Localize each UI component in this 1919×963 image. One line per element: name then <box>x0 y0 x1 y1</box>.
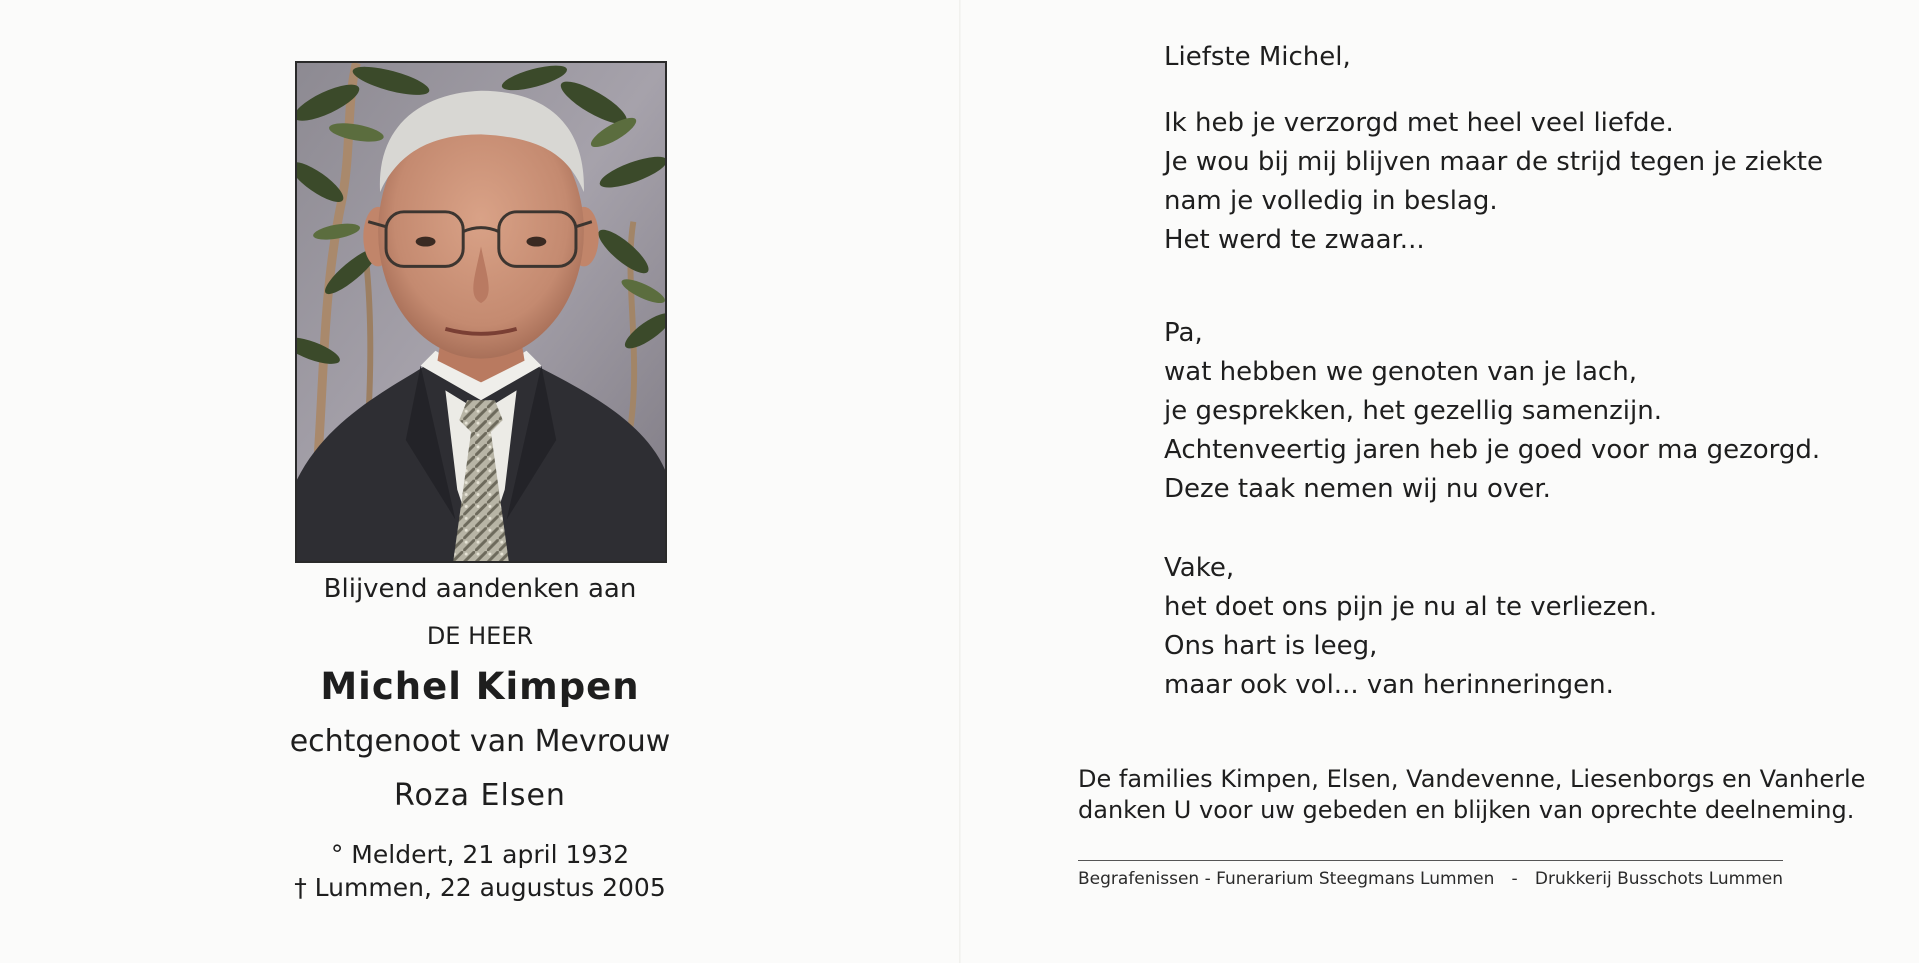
poem-stanza-3 <box>1164 549 1657 705</box>
birth-date: ° Meldert, 21 april 1932 <box>330 840 630 869</box>
portrait-photo <box>295 61 667 563</box>
thanks-line: De families Kimpen, Elsen, Vandevenne, Liesenborgs en Vanherle <box>1078 765 1866 793</box>
poem-line: Achtenveertig jaren heb je goed voor ma gezorgd. <box>1164 435 1821 465</box>
thanks-line: danken U voor uw gebeden en blijken van oprechte deelneming. <box>1078 796 1855 824</box>
death-date: † Lummen, 22 augustus 2005 <box>294 873 666 902</box>
spouse-line: echtgenoot van Mevrouw <box>289 724 671 759</box>
divider <box>1078 860 1783 861</box>
portrait-illustration <box>297 63 665 561</box>
family-thanks <box>1078 764 1865 826</box>
honorific: DE HEER <box>426 622 534 650</box>
poem-line: Je wou bij mij blijven maar de strijd tegen je ziekte <box>1164 147 1823 177</box>
poem-line: wat hebben we genoten van je lach, <box>1164 357 1637 387</box>
credits <box>1078 869 1783 889</box>
poem-line: Ons hart is leeg, <box>1164 631 1378 661</box>
poem-line: Ik heb je verzorgd met heel veel liefde. <box>1164 108 1674 138</box>
printer-credit: Drukkerij Busschots Lummen <box>1534 869 1783 889</box>
poem-line: het doet ons pijn je nu al te verliezen. <box>1164 592 1658 622</box>
funeral-home-credit: Begrafenissen - Funerarium Steegmans Lummen <box>1078 869 1495 889</box>
poem-line: Vake, <box>1164 553 1235 583</box>
greeting: Liefste Michel, <box>1164 42 1351 72</box>
poem-line: Pa, <box>1164 318 1203 348</box>
deceased-name: Michel Kimpen <box>320 665 640 708</box>
poem-line: Deze taak nemen wij nu over. <box>1164 474 1551 504</box>
poem-line: Het werd te zwaar... <box>1164 225 1425 255</box>
poem-stanza-2 <box>1164 314 1820 509</box>
poem-stanza-1 <box>1164 104 1823 260</box>
poem-line: je gesprekken, het gezellig samenzijn. <box>1164 396 1662 426</box>
memorial-line: Blijvend aandenken aan <box>323 574 637 604</box>
right-panel <box>960 0 1919 963</box>
spouse-name: Roza Elsen <box>394 778 566 813</box>
credit-separator: - <box>1511 869 1518 889</box>
poem-line: nam je volledig in beslag. <box>1164 186 1498 216</box>
poem-line: maar ook vol... van herinneringen. <box>1164 670 1614 700</box>
